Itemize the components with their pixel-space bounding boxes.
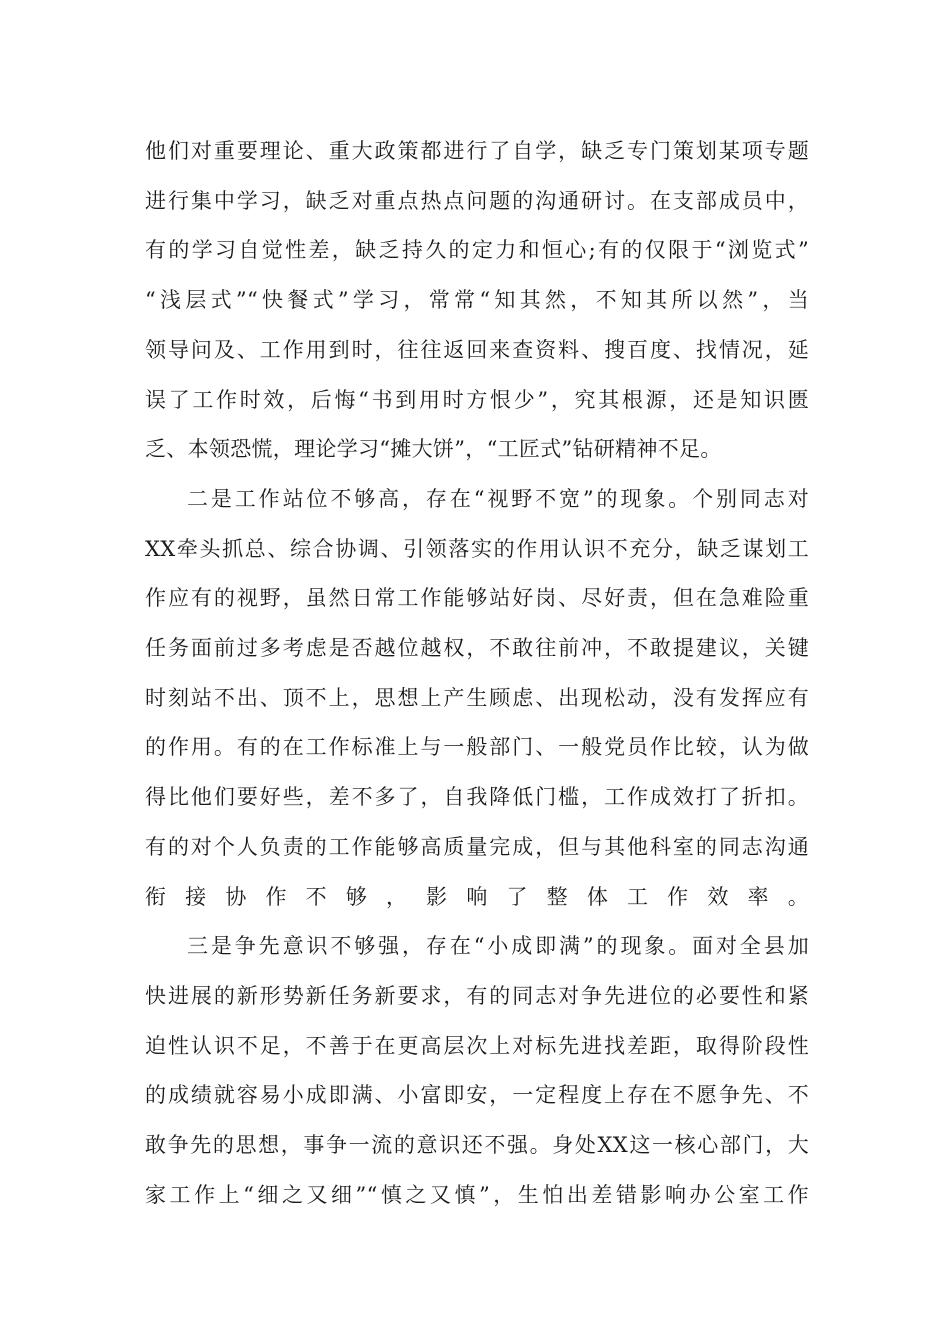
text-line: “浅层式”“快餐式”学习，常常“知其然，不知其所以然”，当: [145, 288, 809, 313]
text-line: 进行集中学习，缺乏对重点热点问题的沟通研讨。在支部成员中，: [145, 188, 809, 213]
text-line: 敢争先的思想，事争一流的意识还不强。身处XX这一核心部门，大: [145, 1133, 809, 1158]
text-line: 的作用。有的在工作标准上与一般部门、一般党员作比较，认为做: [145, 735, 809, 760]
text-line: XX牵头抓总、综合协调、引领落实的作用认识不充分，缺乏谋划工: [145, 536, 809, 561]
text-line: 乏、本领恐慌，理论学习“摊大饼”，“工匠式”钻研精神不足。: [145, 437, 722, 462]
text-line: 有的对个人负责的工作能够高质量完成，但与其他科室的同志沟通: [145, 834, 809, 859]
text-line: 的成绩就容易小成即满、小富即安，一定程度上存在不愿争先、不: [145, 1083, 809, 1108]
text-line: 任务面前过多考虑是否越位越权，不敢往前冲，不敢提建议，关键: [145, 636, 809, 661]
paragraph-point-three: [145, 922, 809, 1220]
paragraph-learning: [145, 127, 809, 475]
text-line: 三是争先意识不够强，存在“小成即满”的现象。面对全县加: [187, 934, 809, 959]
text-line: 迫性认识不足，不善于在更高层次上对标先进找差距，取得阶段性: [145, 1033, 809, 1058]
text-line: 领导问及、工作用到时，往往返回来查资料、搜百度、找情况，延: [145, 337, 809, 362]
text-line: 衔接协作不够，影响了整体工作效率。: [145, 884, 809, 909]
text-line: 他们对重要理论、重大政策都进行了自学，缺乏专门策划某项专题: [145, 139, 809, 163]
text-line: 时刻站不出、顶不上，思想上产生顾虑、出现松动，没有发挥应有: [145, 685, 809, 710]
text-line: 得比他们要好些，差不多了，自我降低门槛，工作成效打了折扣。: [145, 785, 809, 810]
text-line: 有的学习自觉性差，缺乏持久的定力和恒心;有的仅限于“浏览式”: [145, 238, 809, 263]
text-line: 二是工作站位不够高，存在“视野不宽”的现象。个别同志对: [187, 486, 809, 511]
text-line: 家工作上“细之又细”“慎之又慎”，生怕出差错影响办公室工作: [145, 1182, 809, 1207]
document-body: [145, 127, 809, 1220]
text-line: 作应有的视野，虽然日常工作能够站好岗、尽好责，但在急难险重: [145, 586, 809, 611]
paragraph-point-two: [145, 475, 809, 922]
text-line: 快进展的新形势新任务新要求，有的同志对争先进位的必要性和紧: [145, 983, 809, 1008]
text-line: 误了工作时效，后悔“书到用时方恨少”，究其根源，还是知识匮: [145, 387, 809, 412]
